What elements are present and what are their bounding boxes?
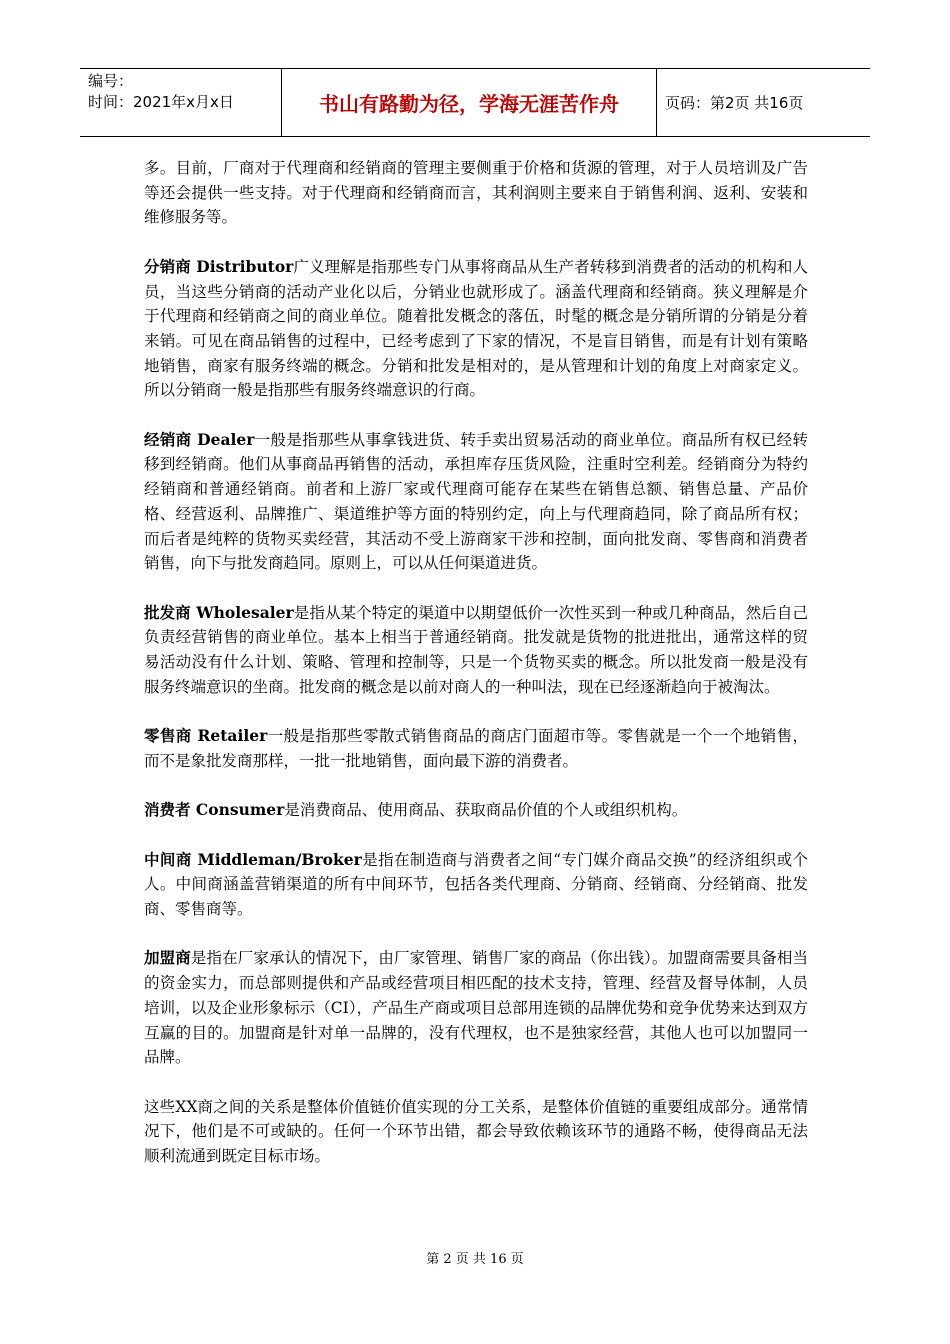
term-middleman: 中间商 Middleman/Broker (144, 849, 362, 869)
paragraph-text: 是指从某个特定的渠道中以期望低价一次性买到一种或几种商品，然后自己负责经营销售的商业单位。基本上相当于普通经销商。批发就是货物的批进批出，通常这样的贸易活动没有什么计划、策略、管理和控制等，只是一个货物买卖的概念。所以批发商一般是没有服务终端意识的坐商。批发商的概念是以前对商人的一种叫法，现在已经逐渐趋向于被淘汰。 (144, 603, 808, 696)
term-franchisee: 加盟商 (144, 948, 191, 968)
paragraph-franchisee (144, 946, 808, 1070)
paragraph-consumer (144, 798, 808, 823)
paragraph-retailer (144, 724, 808, 773)
document-number-label: 编号： (88, 72, 134, 90)
paragraph-dealer (144, 428, 808, 576)
page-footer: 第 2 页 共 16 页 (426, 1252, 524, 1267)
paragraph-text: 是指在厂家承认的情况下，由厂家管理、销售厂家的商品（你出钱）。加盟商需要具备相当的资金实力，而总部则提供和产品或经营项目相匹配的技术支持，管理、经营及督导体制，人员培训，以及企业形象标示（CI），产品生产商或项目总部用连锁的品牌优势和竞争优势来达到双方互赢的目的。加盟商是针对单一品牌的，没有代理权，也不是独家经营，其他人也可以加盟同一品牌。 (144, 949, 808, 1067)
paragraph-text: 是消费商品、使用商品、获取商品价值的个人或组织机构。 (284, 801, 688, 820)
paragraph-continuation (144, 156, 808, 230)
paragraph-text: 广义理解是指那些专门从事将商品从生产者转移到消费者的活动的机构和人员，当这些分销商的活动产业化以后，分销业也就形成了。涵盖代理商和经销商。狭义理解是介于代理商和经销商之间的商业单位。随着批发概念的落伍，时髦的概念是分销所谓的分销是分着来销。可见在商品销售的过程中，已经考虑到了下家的情况，不是盲目销售，而是有计划有策略地销售，商家有服务终端的概念。分销和批发是相对的，是从管理和计划的角度上对商家定义。所以分销商一般是指那些有服务终端意识的行商。 (144, 257, 808, 400)
header-motto: 书山有路勤为径，学海无涯苦作舟 (282, 69, 657, 136)
paragraph-text: 多。目前，厂商对于代理商和经销商的管理主要侧重于价格和货源的管理，对于人员培训及广告等还会提供一些支持。对于代理商和经销商而言，其利润则主要来自于销售利润、返利、安装和维修服务等。 (144, 159, 808, 227)
header-info-cell (80, 69, 282, 136)
paragraph-middleman (144, 848, 808, 922)
term-dealer: 经销商 Dealer (144, 429, 255, 449)
paragraph-conclusion (144, 1095, 808, 1169)
document-time-label: 时间：2021年x月x日 (88, 93, 234, 111)
paragraph-text: 这些XX商之间的关系是整体价值链价值实现的分工关系，是整体价值链的重要组成部分。通常情况下，他们是不可或缺的。任何一个环节出错，都会导致依赖该环节的通路不畅，使得商品无法顺利流通到既定目标市场。 (144, 1097, 808, 1165)
paragraph-wholesaler (144, 601, 808, 700)
paragraph-text: 是指在制造商与消费者之间“专门媒介商品交换”的经济组织或个人。中间商涵盖营销渠道的所有中间环节，包括各类代理商、分销商、经销商、分经销商、批发商、零售商等。 (144, 850, 808, 918)
paragraph-text: 一般是指那些零散式销售商品的商店门面超市等。零售就是一个一个地销售，而不是象批发商那样，一批一批地销售，面向最下游的消费者。 (144, 727, 808, 770)
term-retailer: 零售商 Retailer (144, 726, 268, 746)
term-distributor: 分销商 Distributor (144, 256, 294, 276)
document-body (144, 156, 808, 1193)
paragraph-text: 一般是指那些从事拿钱进货、转手卖出贸易活动的商业单位。商品所有权已经转移到经销商。他们从事商品再销售的活动，承担库存压货风险，注重时空利差。经销商分为特约经销商和普通经销商。前者和上游厂家或代理商可能存在某些在销售总额、销售总量、产品价格、经营返利、品牌推广、渠道维护等方面的特别约定，向上与代理商趋同，除了商品所有权；而后者是纯粹的货物买卖经营，其活动不受上游商家干涉和控制，面向批发商、零售商和消费者销售，向下与批发商趋同。原则上，可以从任何渠道进货。 (144, 430, 808, 573)
header-page-label: 页码：第2页 共16页 (665, 94, 804, 112)
paragraph-distributor (144, 255, 808, 403)
page-header (80, 68, 870, 137)
term-wholesaler: 批发商 Wholesaler (144, 602, 294, 622)
term-consumer: 消费者 Consumer (144, 800, 285, 820)
